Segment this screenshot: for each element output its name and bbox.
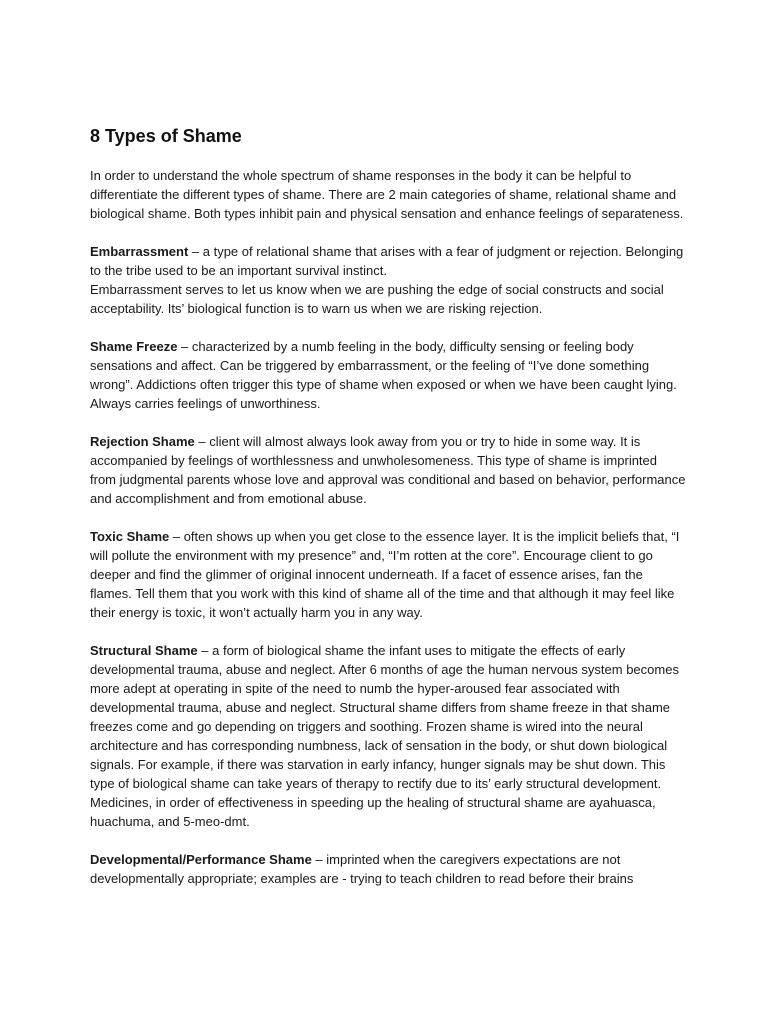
section-toxic-shame: [90, 527, 686, 622]
intro-paragraph: In order to understand the whole spectrum of shame responses in the body it can be helpful to differentiate the different types of shame. There are 2 main categories of shame, relational shame and biological shame. Both types inhibit pain and physical sensation and enhance feelings of separateness.: [90, 168, 684, 221]
section-extra-text: Embarrassment serves to let us know when we are pushing the edge of social constructs and social acceptability. Its’ biological function is to warn us when we are risking rejection.: [90, 282, 664, 316]
section-term: Embarrassment: [90, 244, 189, 259]
section-text: – often shows up when you get close to the essence layer. It is the implicit beliefs that, “I will pollute the environment with my presence” and, “I’m rotten at the core”. Encourage client to go deeper and find the glimmer of original innocent underneath. If a facet of essence arises, fan the flames. Tell them that you work with this kind of shame all of the time and that although it may feel like their energy is toxic, it won’t actually harm you in any way.: [90, 529, 680, 620]
section-text: – a form of biological shame the infant uses to mitigate the effects of early developmental trauma, abuse and neglect. After 6 months of age the human nervous system becomes more adept at operating in spite of the need to numb the hyper-aroused fear associated with developmental trauma, abuse and neglect. Structural shame differs from shame freeze in that shame freezes come and go depending on triggers and soothing. Frozen shame is wired into the neural architecture and has corresponding numbness, lack of sensation in the body, or shut down biological signals. For example, if there was starvation in early infancy, hunger signals may be shut down. This type of biological shame can take years of therapy to rectify due to its’ early structural development. Medicines, in order of effectiveness in speeding up the healing of structural shame are ayahuasca, huachuma, and 5-meo-dmt.: [90, 643, 679, 829]
section-shame-freeze: [90, 337, 686, 413]
section-term: Toxic Shame: [90, 529, 170, 544]
section-text: – a type of relational shame that arises with a fear of judgment or rejection. Belonging to the tribe used to be an important survival instinct.: [90, 244, 684, 278]
page-title: 8 Types of Shame: [90, 126, 242, 146]
section-structural-shame: [90, 641, 686, 831]
section-term: Rejection Shame: [90, 434, 195, 449]
section-text: – client will almost always look away from you or try to hide in some way. It is accompanied by feelings of worthlessness and unwholesomeness. This type of shame is imprinted from judgmental parents whose love and approval was conditional and based on behavior, performance and accomplishment and from emotional abuse.: [90, 434, 686, 506]
document-body: [90, 124, 686, 907]
section-text: – characterized by a numb feeling in the body, difficulty sensing or feeling body sensations and affect. Can be triggered by embarrassment, or the feeling of “I’ve done something wrong”. Addictions often trigger this type of shame when exposed or when we have been caught lying. Always carries feelings of unworthiness.: [90, 339, 677, 411]
section-embarrassment: [90, 242, 686, 318]
section-developmental-shame: [90, 850, 686, 888]
section-term: Shame Freeze: [90, 339, 178, 354]
section-rejection-shame: [90, 432, 686, 508]
section-term: Structural Shame: [90, 643, 198, 658]
section-text: – imprinted when the caregivers expectations are not developmentally appropriate; examples are - trying to teach children to read before their brains: [90, 852, 634, 886]
section-term: Developmental/Performance Shame: [90, 852, 312, 867]
